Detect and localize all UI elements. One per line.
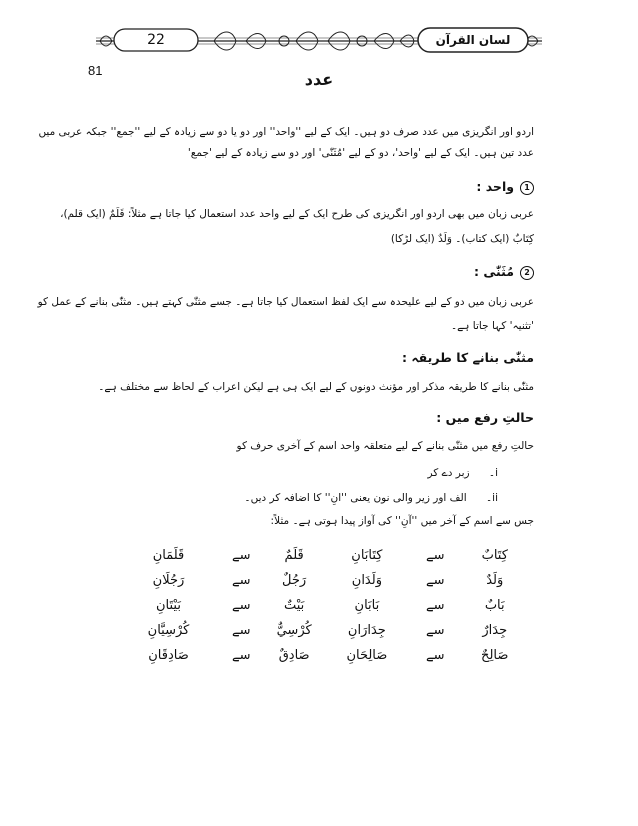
singular-word: كُرْسِيٌّ (276, 623, 312, 638)
raf-item-2 (244, 492, 498, 504)
section-heading-method: مثنّٰی بنانے کا طریقہ : (401, 350, 534, 365)
table-row (120, 593, 530, 618)
item-text: زبر دے کر (427, 467, 470, 479)
section-heading-wahid (476, 179, 534, 195)
dual-word: وَلَدَانِ (351, 573, 382, 588)
page-header-banner (96, 24, 542, 58)
arrow-word: سے (231, 573, 251, 588)
arrow-word: سے (231, 598, 251, 613)
singular-word: جِدَارٌ (482, 623, 508, 638)
arrow-word: سے (231, 623, 251, 638)
section-number-1: 1 (520, 181, 534, 195)
item-marker: ii۔ (486, 492, 498, 504)
section-heading-muthanna (474, 264, 534, 280)
item-marker: i۔ (488, 467, 498, 479)
intro-line-2: عدد تین ہیں۔ ایک کے لیے 'واحد'، دو کے لیے 'مُثَنّٰی' اور دو سے زیادہ کے لیے 'جمع' (187, 147, 534, 159)
examples-table (120, 543, 530, 668)
dual-word: بَابَانِ (354, 598, 380, 613)
intro-line-1: اردو اور انگریزی میں عدد صرف دو ہیں۔ ایک کے لیے ''واحد'' اور دو یا دو سے زیادہ کے لیے ''جمع'' جبکہ عربی میں (38, 126, 534, 138)
dual-word: صَالِحَانِ (346, 648, 388, 663)
dual-word: قَلَمَانِ (152, 548, 185, 563)
dual-word: جِدَارَانِ (347, 623, 386, 638)
singular-word: کِتَابٌ (481, 548, 508, 563)
page-title: عدد (304, 70, 334, 89)
header-book-title: لسان القرآن (435, 33, 511, 47)
arrow-word: سے (425, 598, 445, 613)
singular-word: بَيْتٌ (283, 598, 305, 613)
header-page-number: 22 (147, 32, 165, 48)
page-number: 81 (88, 63, 103, 78)
table-row (120, 543, 530, 568)
heading-text: مُثَنّٰی : (474, 264, 514, 279)
arrow-word: سے (425, 548, 445, 563)
method-line: مثنّٰی بنانے کا طریقہ مذکر اور مؤنث دونوں کے لیے ایک ہی ہے لیکن اعراب کے لحاظ سے مختلف ہے۔ (98, 381, 534, 393)
section-number-2: 2 (520, 266, 534, 280)
item-text: الف اور زیر والی نون یعنی ''انِ'' کا اضافہ کر دیں۔ (244, 492, 467, 504)
arrow-word: سے (231, 548, 251, 563)
section-heading-raf: حالتِ رفع میں : (436, 410, 534, 425)
arrow-word: سے (425, 573, 445, 588)
arrow-word: سے (425, 648, 445, 663)
muthanna-line-2: 'تثنیہ' کہا جاتا ہے۔ (451, 320, 534, 332)
arrow-word: سے (425, 623, 445, 638)
dual-word: بَيْتَانِ (156, 598, 181, 613)
heading-text: واحد : (476, 179, 514, 194)
singular-word: قَلَمٌ (284, 548, 304, 563)
arrow-word: سے (231, 648, 251, 663)
table-row (120, 643, 530, 668)
raf-item-1 (427, 467, 498, 479)
table-row (120, 568, 530, 593)
wahid-line-2: کِتَابٌ (ایک کتاب)۔ وَلَدٌ (ایک لڑکا) (390, 233, 534, 245)
dual-word: رَجُلَانِ (152, 573, 185, 588)
raf-closing: جس سے اسم کے آخر میں ''آنِ'' کی آواز پیدا ہوتی ہے۔ مثلاً: (270, 515, 534, 527)
muthanna-line-1: عربی زبان میں دو کے لیے علیحدہ سے ایک لفظ استعمال کیا جاتا ہے۔ جسے مثنّٰی کہتے ہیں۔ مثنّٰی بنانے کے عمل کو (37, 296, 534, 308)
singular-word: رَجُلٌ (282, 573, 307, 588)
dual-word: كُرْسِيَّانِ (147, 623, 190, 638)
table-row (120, 618, 530, 643)
singular-word: وَلَدٌ (486, 573, 504, 588)
dual-word: کِتَابَانِ (351, 548, 383, 563)
singular-word: صَالِحٌ (481, 648, 509, 663)
raf-line: حالتِ رفع میں مثنّٰی بنانے کے لیے متعلقہ واحد اسم کے آخری حرف کو (236, 440, 534, 452)
singular-word: صَادِقٌ (278, 648, 310, 663)
dual-word: صَادِقَانِ (148, 648, 189, 663)
wahid-line-1: عربی زبان میں بھی اردو اور انگریزی کی طرح ایک کے لیے واحد عدد استعمال کیا جاتا ہے مثلاً: قَلَمٌ (ایک قلم)، (60, 208, 534, 220)
singular-word: بَابٌ (484, 598, 505, 613)
